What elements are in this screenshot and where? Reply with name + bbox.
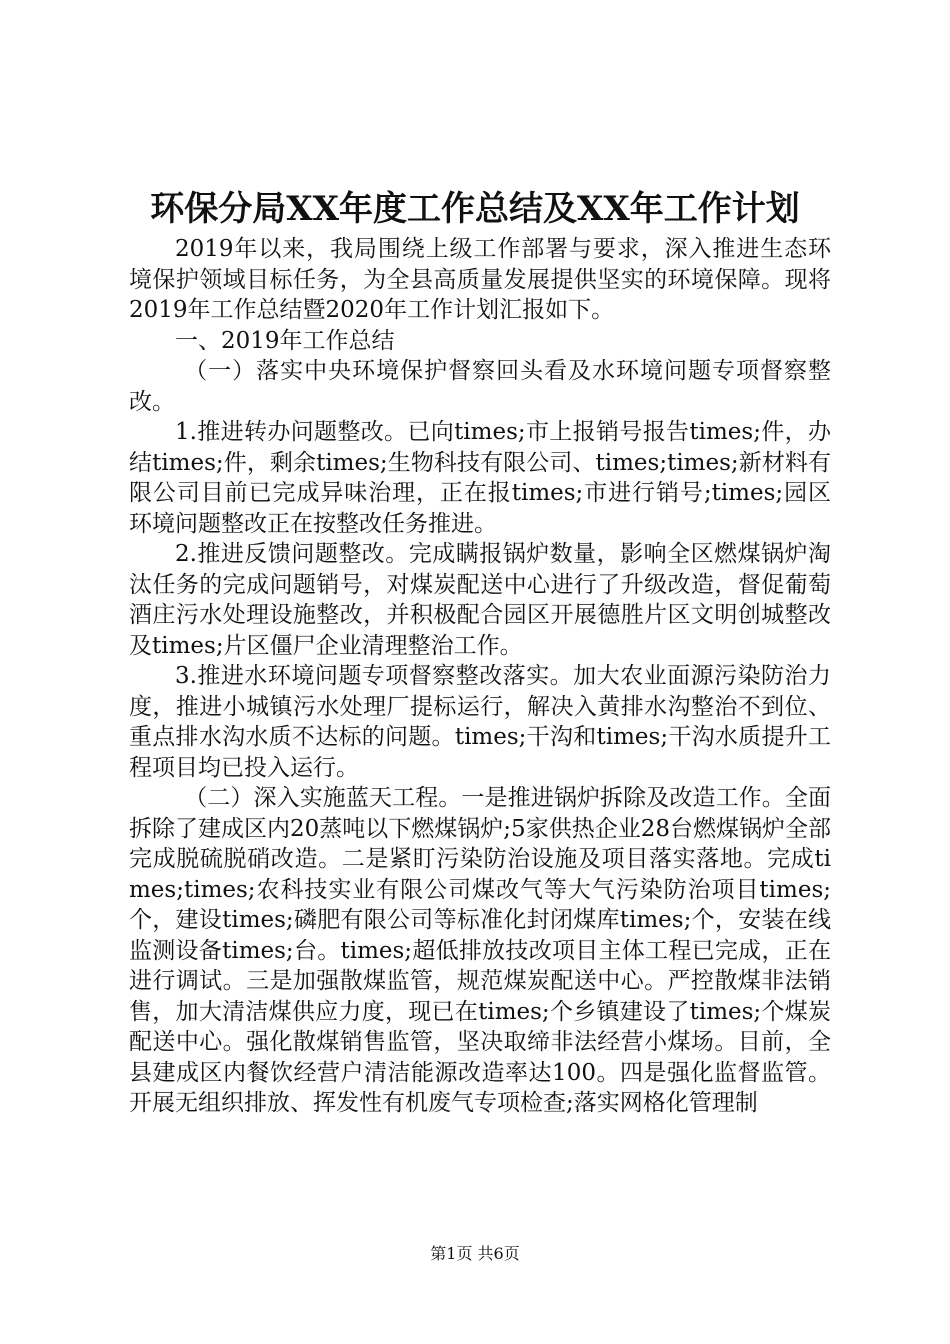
subsection-blue-sky: （二）深入实施蓝天工程。一是推进锅炉拆除及改造工作。全面拆除了建成区内20蒸吨以下燃煤锅炉;5家供热企业28台燃煤锅炉全部完成脱硫脱硝改造。二是紧盯污染防治设施及项目落实落地。完成times;times;农科技实业有限公司煤改气等大气污染防治项目times;个，建设times;磷肥有限公司等标准化封闭煤库times;个，安装在线监测设备times;台。times;超低排放技改项目主体工程已完成，正在进行调试。三是加强散煤监管，规范煤炭配送中心。严控散煤非法销售，加大清洁煤供应力度，现已在times;个乡镇建设了times;个煤炭配送中心。强化散煤销售监管，坚决取缔非法经营小煤场。目前，全县建成区内餐饮经营户清洁能源改造率达100。四是强化监督监管。开展无组织排放、挥发性有机废气专项检查;落实网格化管理制 [129, 785, 831, 1116]
document-title: 环保分局XX年度工作总结及XX年工作计划 [150, 189, 800, 229]
paragraph-intro: 2019年以来，我局围绕上级工作部署与要求，深入推进生态环境保护领域目标任务，为全县高质量发展提供坚实的环境保障。现将2019年工作总结暨2020年工作计划汇报如下。 [129, 236, 831, 323]
section-heading-summary: 一、2019年工作总结 [175, 327, 395, 354]
paragraph-item-1: 1.推进转办问题整改。已向times;市上报销号报告times;件，办结times;件，剩余times;生物科技有限公司、times;times;新材料有限公司目前已完成异味治理，正在报times;市进行销号;times;园区环境问题整改正在按整改任务推进。 [129, 419, 831, 537]
subsection-heading-1: （一）落实中央环境保护督察回头看及水环境问题专项督察整改。 [129, 358, 831, 415]
page-number: 第1页 共6页 [430, 1244, 520, 1263]
paragraph-item-2: 2.推进反馈问题整改。完成瞒报锅炉数量，影响全区燃煤锅炉淘汰任务的完成问题销号，对煤炭配送中心进行了升级改造，督促葡萄酒庄污水处理设施整改，并积极配合园区开展德胜片区文明创城整改及times;片区僵尸企业清理整治工作。 [129, 541, 831, 659]
paragraph-item-3: 3.推进水环境问题专项督察整改落实。加大农业面源污染防治力度，推进小城镇污水处理厂提标运行，解决入黄排水沟整治不到位、重点排水沟水质不达标的问题。times;干沟和times;干沟水质提升工程项目均已投入运行。 [129, 663, 831, 781]
document-body [129, 234, 831, 1119]
